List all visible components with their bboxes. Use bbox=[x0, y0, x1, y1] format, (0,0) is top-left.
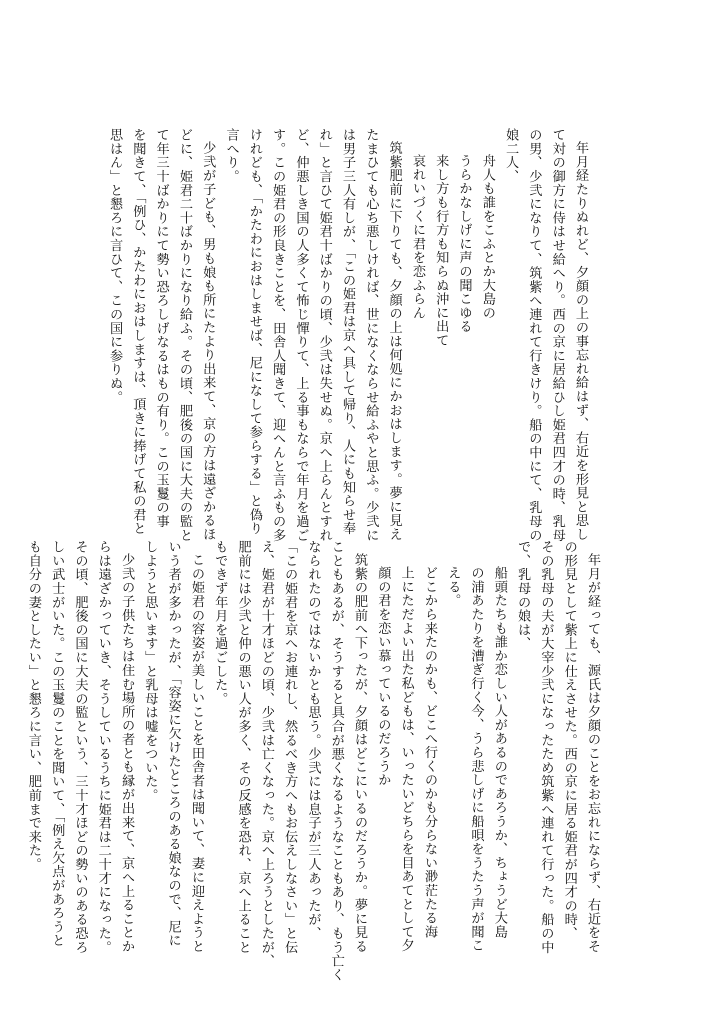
translation-text-line: その乳母の夫が大宰少弐になったため筑紫へ連れて行った。船の中 bbox=[538, 540, 554, 954]
translation-text-line: 上にただよい出た私どもは、いったいどちらを目あてとして夕 bbox=[398, 566, 414, 953]
original-text-line: けれども、「かたわにおはしませば、尼になして参らする」と偽り bbox=[246, 128, 262, 536]
original-text-line: 舟人も誰をこふとか大島の bbox=[479, 154, 495, 320]
original-text-line: を聞きて、「例ひ、かたわにおはしますは、頂きに捧げて私の君と bbox=[130, 128, 146, 536]
translation-text-line: 肥前には少弐と仲の悪い人が多く、その反感を恐れ、京へ上ること bbox=[235, 540, 251, 954]
original-text-line: 来し方も行方も知らぬ沖に出て bbox=[433, 154, 449, 348]
translation-text-line: 年月が経っても、源氏は夕顔のことをお忘れにならず、右近をそ bbox=[585, 553, 600, 954]
original-text-line: 筑紫肥前に下りても、夕顔の上は何処にかおはします。夢に見え bbox=[386, 141, 402, 542]
original-text-line: 思はん」と懇ろに言ひて、この国に参りぬ。 bbox=[107, 128, 123, 404]
translation-text-line: この姫君の容姿が美しいことを田舎者は聞いて、妻に迎えようと bbox=[188, 553, 204, 954]
original-text-line: どに、姫君二十ばかりになり給ふ。その頃、肥後の国に大夫の監と bbox=[176, 128, 192, 542]
original-text-line: れ」と言ひて姫君十ばかりの頃、少弐は失せぬ。京へ上らんとすれ bbox=[316, 128, 332, 542]
translation-text-line: で、乳母の娘は、 bbox=[515, 540, 531, 651]
translation-text-line: しようと思います」と乳母は嘘をついた。 bbox=[142, 540, 158, 803]
translation-text-block bbox=[22, 540, 604, 982]
translation-text-line: どこから来たのかも、どこへ行くのかも分らない渺茫たる海 bbox=[421, 566, 437, 939]
original-text-line: 少弐が子ども、男も娘も所にたより出来て、京の方は遠ざかるほ bbox=[200, 141, 216, 542]
original-text-line: て対の御方に侍はせ給へり。西の京に居給ひし姫君四才の時、乳母 bbox=[549, 128, 565, 542]
translation-text-line: らは遠ざかっていき、そうしているうちに姫君は二十才になった。 bbox=[95, 540, 111, 954]
translation-text-line: える。 bbox=[445, 566, 461, 608]
translation-text-line: しい武士がいた。この玉鬘のことを聞いて、「例え欠点があろうと bbox=[49, 540, 65, 948]
original-text-line: は男子三人有しが、「この姫君は京へ具して帰り、人にも知らせ奉 bbox=[340, 128, 356, 536]
translation-text-line: その頃、肥後の国に大夫の監という、三十才ほどの勢いのある恐ろ bbox=[72, 540, 88, 954]
original-text-line: て年三十ばかりにて勢い恐ろしげなるはもの有り。この玉鬘の事 bbox=[153, 128, 169, 529]
original-text-line: 言へり。 bbox=[223, 128, 239, 184]
translation-text-line: 船頭たちも誰か恋しい人があるのであろうか、ちょうど大島 bbox=[491, 566, 507, 939]
original-text-line: たまひても心ち悪しければ、世になくならせ給ふやと思ふ。少弐に bbox=[363, 128, 379, 542]
translation-text-line: なられたのではないかとも思う。少弐には息子が三人あったが、 bbox=[305, 540, 321, 941]
translation-text-line: 「この姫君を京へお連れし、然るべき方へもお伝えしなさい」と伝 bbox=[282, 540, 298, 954]
translation-text-line: 顔の君を恋い慕っているのだろうか bbox=[375, 566, 391, 788]
translation-text-line: え、姫君が十才ほどの頃、少弐は亡くなった。京へ上ろうとしたが、 bbox=[258, 540, 274, 968]
translation-text-line: 少弐の子供たちは住む場所の者とも縁が出来て、京へ上ることか bbox=[119, 553, 135, 954]
translation-text-line: の形見として紫上に仕えさせた。西の京に居る姫君が四才の時、 bbox=[561, 540, 577, 941]
original-text-line: 娘二人、 bbox=[503, 128, 519, 184]
original-text-block bbox=[103, 128, 592, 542]
original-text-line: ど、仲悪しき国の人多くて怖じ憚りて、上る事もならで年月を過ご bbox=[293, 128, 309, 542]
original-text-line: 哀れいづくに君を恋ふらん bbox=[409, 154, 425, 320]
translation-text-line: も自分の妻としたい」と懇ろに言い、肥前まで来た。 bbox=[25, 540, 41, 872]
original-text-line: うらかなしげに声の聞こゆる bbox=[456, 154, 472, 334]
translation-text-line: 筑紫の肥前へ下ったが、夕顔はどこにいるのだろうか。夢に見る bbox=[352, 553, 368, 954]
original-text-line: す。この姫君の形良きことを、田舎人聞きて、迎へんと言ふもの多 bbox=[270, 128, 286, 542]
original-text-line: の男、少弐になりて、筑紫へ連れて行きけり。船の中にて、乳母の bbox=[526, 128, 542, 542]
translation-text-line: の浦あたりを漕ぎ行く今、うら悲しげに船唄をうたう声が聞こ bbox=[468, 566, 484, 953]
original-text-line: 年月経たりぬれど、夕顔の上の事忘れ給はず、右近を形見と思し bbox=[573, 141, 588, 542]
translation-text-line: いう者が多かったが、「容姿に欠けたところのある娘なので、尼に bbox=[165, 540, 181, 948]
translation-text-line: こともあるが、そうすると具合が悪くなるようなこともあり、もう亡く bbox=[328, 540, 344, 982]
translation-text-line: もできず年月を過ごした。 bbox=[212, 540, 228, 706]
